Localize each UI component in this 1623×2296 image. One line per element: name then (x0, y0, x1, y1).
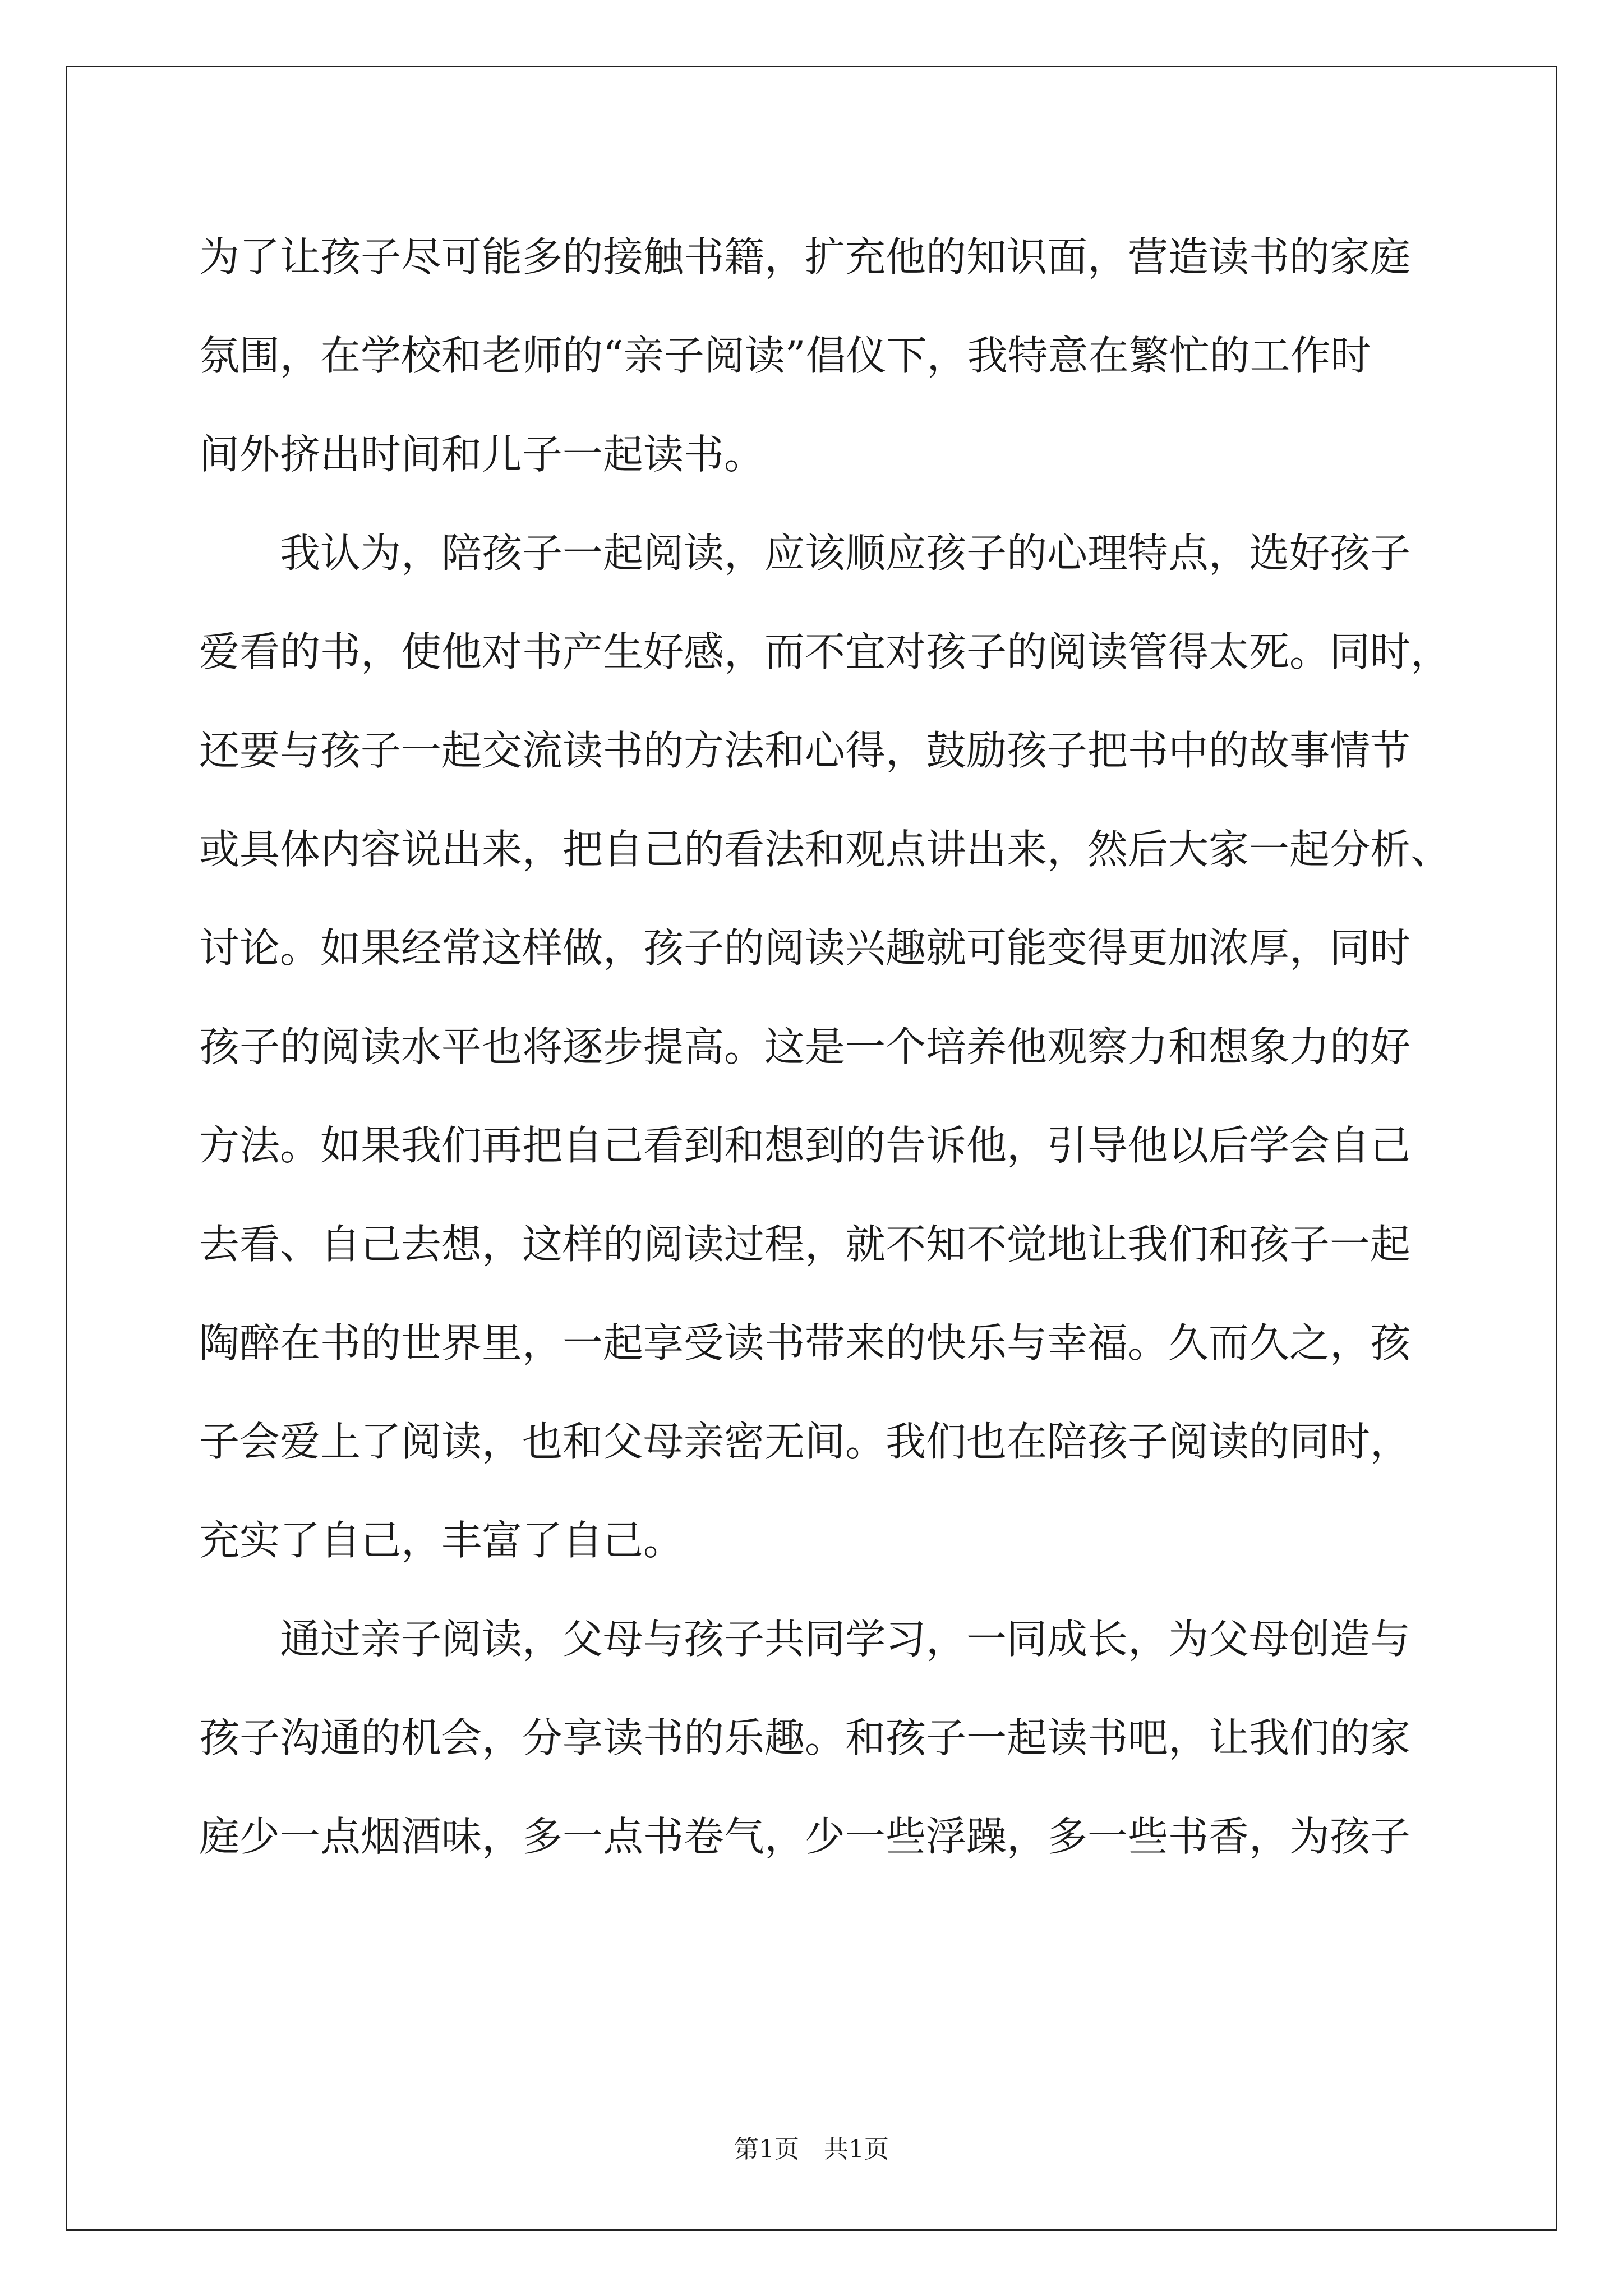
text-line: 我认为，陪孩子一起阅读，应该顺应孩子的心理特点，选好孩子 (199, 530, 1411, 577)
text-line: 方法。如果我们再把自己看到和想到的告诉他，引导他以后学会自己 (199, 1122, 1411, 1169)
text-line: 通过亲子阅读，父母与孩子共同学习，一同成长，为父母创造与 (199, 1616, 1411, 1663)
document-body (199, 208, 1451, 1886)
text-line: 陶醉在书的世界里，一起享受读书带来的快乐与幸福。久而久之，孩 (199, 1319, 1411, 1366)
text-line: 孩子沟通的机会，分享读书的乐趣。和孩子一起读书吧，让我们的家 (199, 1714, 1411, 1761)
text-line: 间外挤出时间和儿子一起读书。 (199, 431, 765, 478)
text-line: 为了让孩子尽可能多的接触书籍，扩充他的知识面，营造读书的家庭 (199, 233, 1411, 280)
text-line: 子会爱上了阅读，也和父母亲密无间。我们也在陪孩子阅读的同时， (199, 1418, 1411, 1465)
text-line: 充实了自己，丰富了自己。 (199, 1517, 684, 1564)
text-line: 氛围，在学校和老师的“亲子阅读”倡仪下，我特意在繁忙的工作时 (199, 332, 1371, 379)
page-footer: 第1页 共1页 (734, 2135, 889, 2164)
text-line: 或具体内容说出来，把自己的看法和观点讲出来，然后大家一起分析、 (199, 826, 1451, 873)
text-line: 庭少一点烟酒味，多一点书卷气，少一些浮躁，多一些书香，为孩子 (199, 1813, 1411, 1860)
text-line: 孩子的阅读水平也将逐步提高。这是一个培养他观察力和想象力的好 (199, 1023, 1411, 1070)
text-line: 爱看的书，使他对书产生好感，而不宜对孩子的阅读管得太死。同时， (199, 628, 1451, 675)
text-line: 讨论。如果经常这样做，孩子的阅读兴趣就可能变得更加浓厚，同时 (199, 924, 1411, 972)
text-line: 还要与孩子一起交流读书的方法和心得，鼓励孩子把书中的故事情节 (199, 727, 1411, 774)
text-line: 去看、自己去想，这样的阅读过程，就不知不觉地让我们和孩子一起 (199, 1221, 1411, 1268)
